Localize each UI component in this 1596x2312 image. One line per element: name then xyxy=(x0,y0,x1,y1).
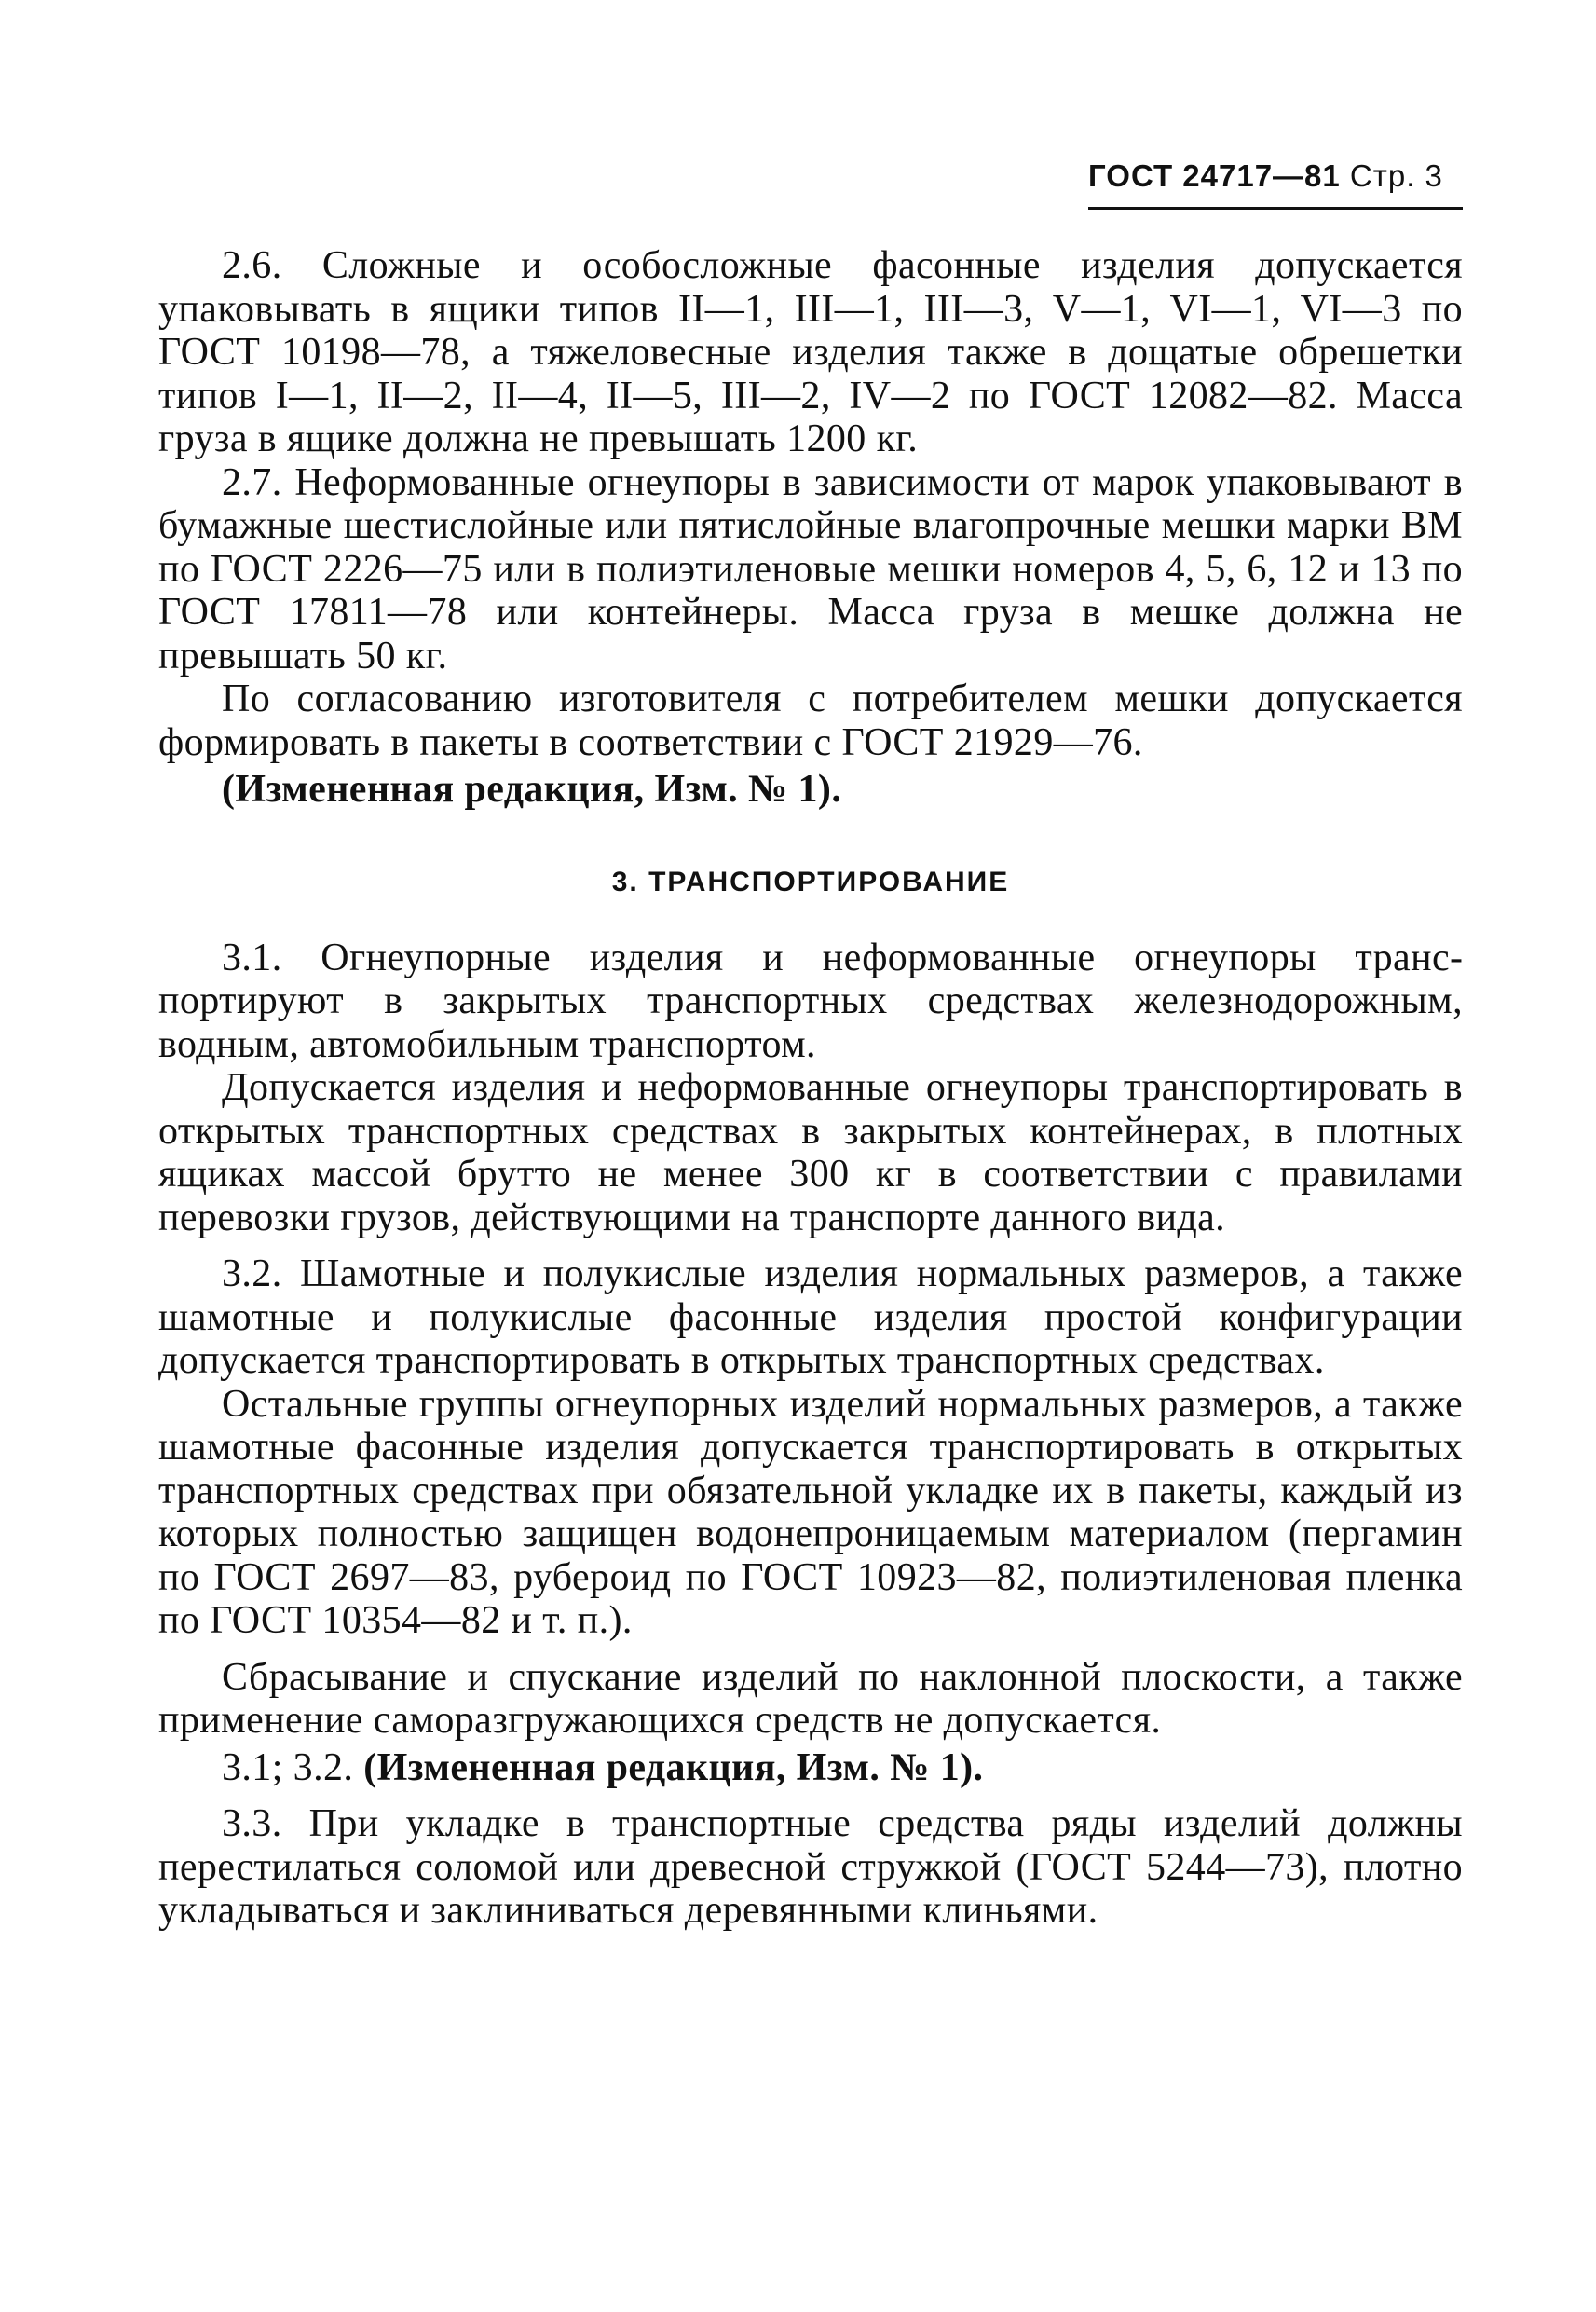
header-divider xyxy=(1088,207,1463,210)
paragraph-3-1-allowance: Допускается изделия и неформованные огнеупоры транспортировать в открытых транспортных средствах в закрытых контейнерах, в плотных ящиках массой брутто не менее 300 кг в соответствии с правилами перевозки грузов, действующими на транспорте данного вида. xyxy=(158,1066,1463,1239)
amendment-note-prefix: 3.1; 3.2. xyxy=(222,1745,354,1789)
paragraph-2-7: 2.7. Неформованные огнеупоры в зависимости от марок упаковывают в бумажные шестислойные или пятислойные влагопрочные мешки марки ВМ по ГОСТ 2226—75 или в полиэтиленовые мешки номеров 4, 5, 6, 12 и 13 по ГОСТ 17811—78 или контейнеры. Масса груза в мешке должна не превышать 50 кг. xyxy=(158,460,1463,677)
paragraph-2-7-agreement: По согласованию изготовителя с потребителем мешки допускается формировать в пакеты в соответствии с ГОСТ 21929—76. xyxy=(158,677,1463,764)
section-heading-transport: 3. ТРАНСПОРТИРОВАНИЕ xyxy=(611,866,1010,897)
amendment-note-3-1-3-2 xyxy=(158,1746,1463,1790)
page-number: Стр. 3 xyxy=(1349,158,1443,193)
paragraph-3-2: 3.2. Шамотные и полукислые изделия нормальных размеров, а также шамотные и полукислые фасонные изделия простой конфигурации допускается транспортировать в открытых транспортных средствах. xyxy=(158,1252,1463,1382)
page-header xyxy=(1088,158,1461,194)
amendment-note: (Измененная редакция, Изм. № 1). xyxy=(222,768,842,811)
paragraph-3-2-other-groups: Остальные группы огнеупорных изделий нормальных размеров, а также шамотные фасонные изделия допускается транспортировать в открытых транспортных средствах при обязательной укладке их в пакеты, каждый из которых полностью защищен водонепроницаемым материалом (пергамин по ГОСТ 2697—83, рубероид по ГОСТ 10923—82, полиэтиленовая пленка по ГОСТ 10354—82 и т. п.). xyxy=(158,1382,1463,1642)
paragraph-3-3: 3.3. При укладке в транспортные средства ряды изделий должны перестилаться соломой или древесной стружкой (ГОСТ 5244—73), плотно укладываться и заклиниваться деревянными клиньями. xyxy=(158,1802,1463,1932)
document-code: ГОСТ 24717—81 xyxy=(1088,158,1341,193)
paragraph-3-2-prohibition: Сбрасывание и спускание изделий по наклонной плоскости, а также применение саморазгружающихся средств не допускается. xyxy=(158,1655,1463,1742)
amendment-note-text: (Измененная редакция, Изм. № 1). xyxy=(363,1745,984,1789)
paragraph-2-6: 2.6. Сложные и особосложные фасонные изделия допускается упаковывать в ящики типов II—1, III—1, III—3, V—1, VI—1, VI—3 по ГОСТ 10198—78, а тяжеловесные изделия также в дощатые обрешетки типов I—1, II—2, II—4, II—5, III—2, IV—2 по ГОСТ 12082—82. Масса груза в ящике должна не превышать 1200 кг. xyxy=(158,244,1463,460)
document-body xyxy=(158,244,1463,1933)
paragraph-3-1: 3.1. Огнеупорные изделия и неформованные огнеупоры транспортируют в закрытых транспортных средствах железнодорожным, водным, автомобильным транспортом. xyxy=(158,936,1463,1066)
